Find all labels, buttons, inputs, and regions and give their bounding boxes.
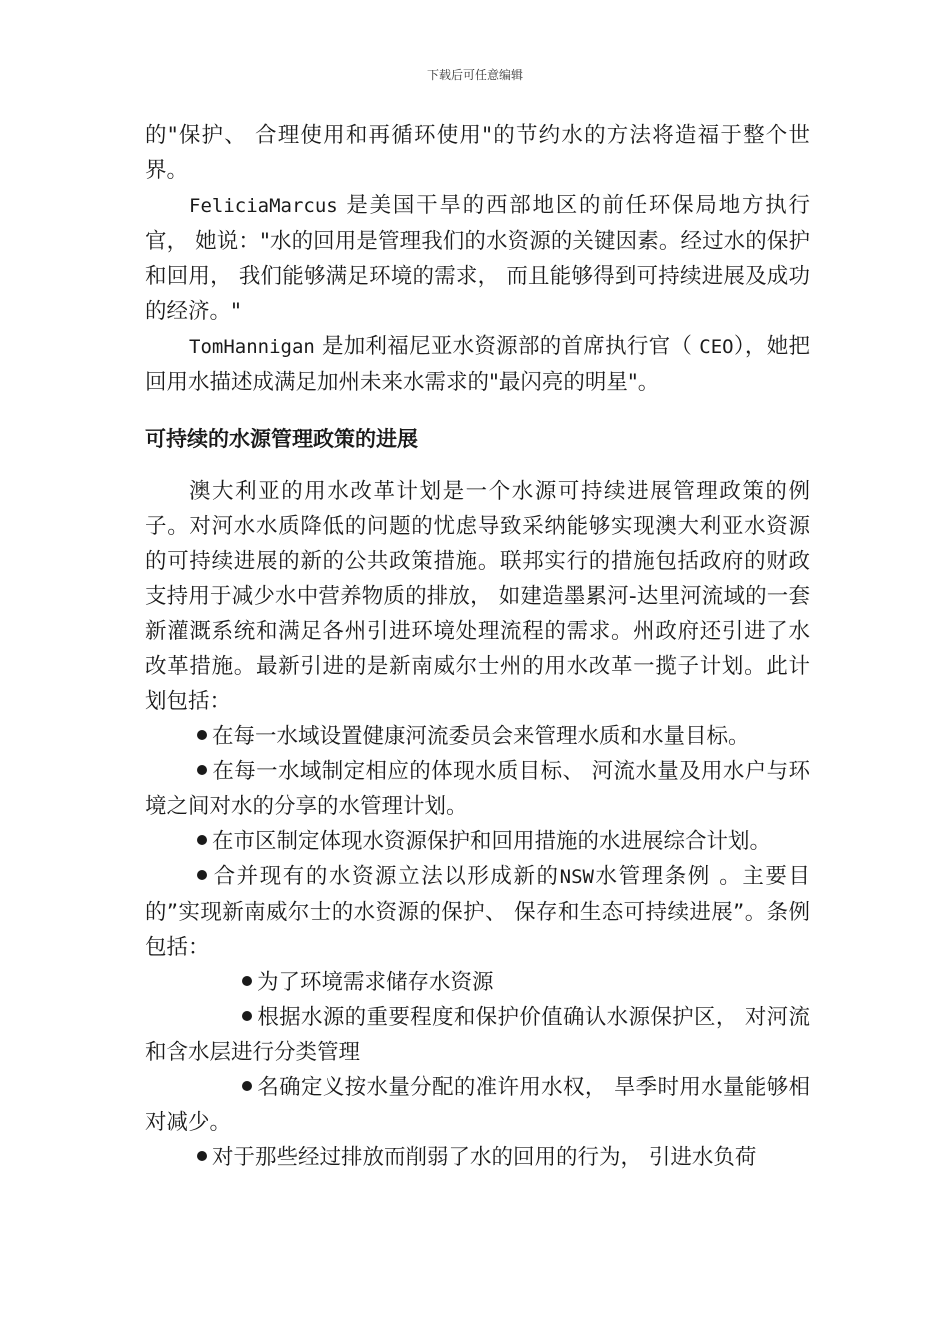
list-item: 在市区制定体现水资源保护和回用措施的水进展综合计划。 [145, 824, 810, 859]
bullet-icon [197, 765, 207, 775]
list-item: 在每一水域设置健康河流委员会来管理水质和水量目标。 [145, 719, 810, 754]
person-name: TomHannigan [189, 336, 315, 358]
document-body [145, 118, 810, 1175]
bullet-icon [197, 835, 207, 845]
paragraph-text: 是加利福尼亚水资源部的首席执行官（ [314, 334, 700, 359]
bullet-icon [197, 1151, 207, 1161]
bullet-icon [242, 976, 252, 986]
bullet-icon [242, 1011, 252, 1021]
sub-list-item: 名确定义按水量分配的准许用水权， 旱季时用水量能够相对减少。 [145, 1075, 810, 1135]
list-item: 合并现有的水资源立法以形成新的NSW水管理条例 。主要目的”实现新南威尔士的水资源的保护、 保存和生态可持续进展”。条例包括： [145, 864, 810, 960]
list-item: 对于那些经过排放而削弱了水的回用的行为， 引进水负荷 [145, 1140, 810, 1175]
sub-list-item: 为了环境需求储存水资源 [145, 965, 810, 1000]
list-item: 在每一水域制定相应的体现水质目标、 河流水量及用水户与环境之间对水的分享的水管理计划。 [145, 759, 810, 819]
sub-list-item: 根据水源的重要程度和保护价值确认水源保护区， 对河流和含水层进行分类管理 [145, 1005, 810, 1065]
abbreviation: CEO [699, 336, 734, 358]
paragraph-intro: 的"保护、 合理使用和再循环使用"的节约水的方法将造福于整个世界。 [145, 123, 810, 183]
paragraph-tom [145, 329, 810, 400]
paragraph-policy: 澳大利亚的用水改革计划是一个水源可持续进展管理政策的例子。对河水水质降低的问题的忧虑导致采纳能够实现澳大利亚水资源的可持续进展的新的公共政策措施。联邦实行的措施包括政府的财政支持用于减少水中营养物质的排放， 如建造墨累河-达里河流域的一套新灌溉系统和满足各州引进环境处理流程的需求。州政府还引进了水改革措施。最新引进的是新南威尔士州的用水改革一揽子计划。此计划包括： [145, 479, 810, 714]
bullet-icon [197, 730, 207, 740]
section-heading: 可持续的水源管理政策的进展 [145, 427, 418, 451]
paragraph-text: ），她把回用水描述成满足加州未来水需求的"最闪亮的明星"。 [145, 334, 810, 395]
bullet-icon [242, 1081, 252, 1091]
paragraph-felicia [145, 188, 810, 329]
bullet-icon [197, 870, 207, 880]
paragraph-text: 是美国干旱的西部地区的前任环保局地方执行官， 她说："水的回用是管理我们的水资源的关键因素。经过水的保护和回用， 我们能够满足环境的需求， 而且能够得到可持续进展及成功的经济。" [145, 193, 810, 324]
person-name: FeliciaMarcus [189, 195, 338, 217]
page-header: 下载后可任意编辑 [426, 68, 523, 82]
